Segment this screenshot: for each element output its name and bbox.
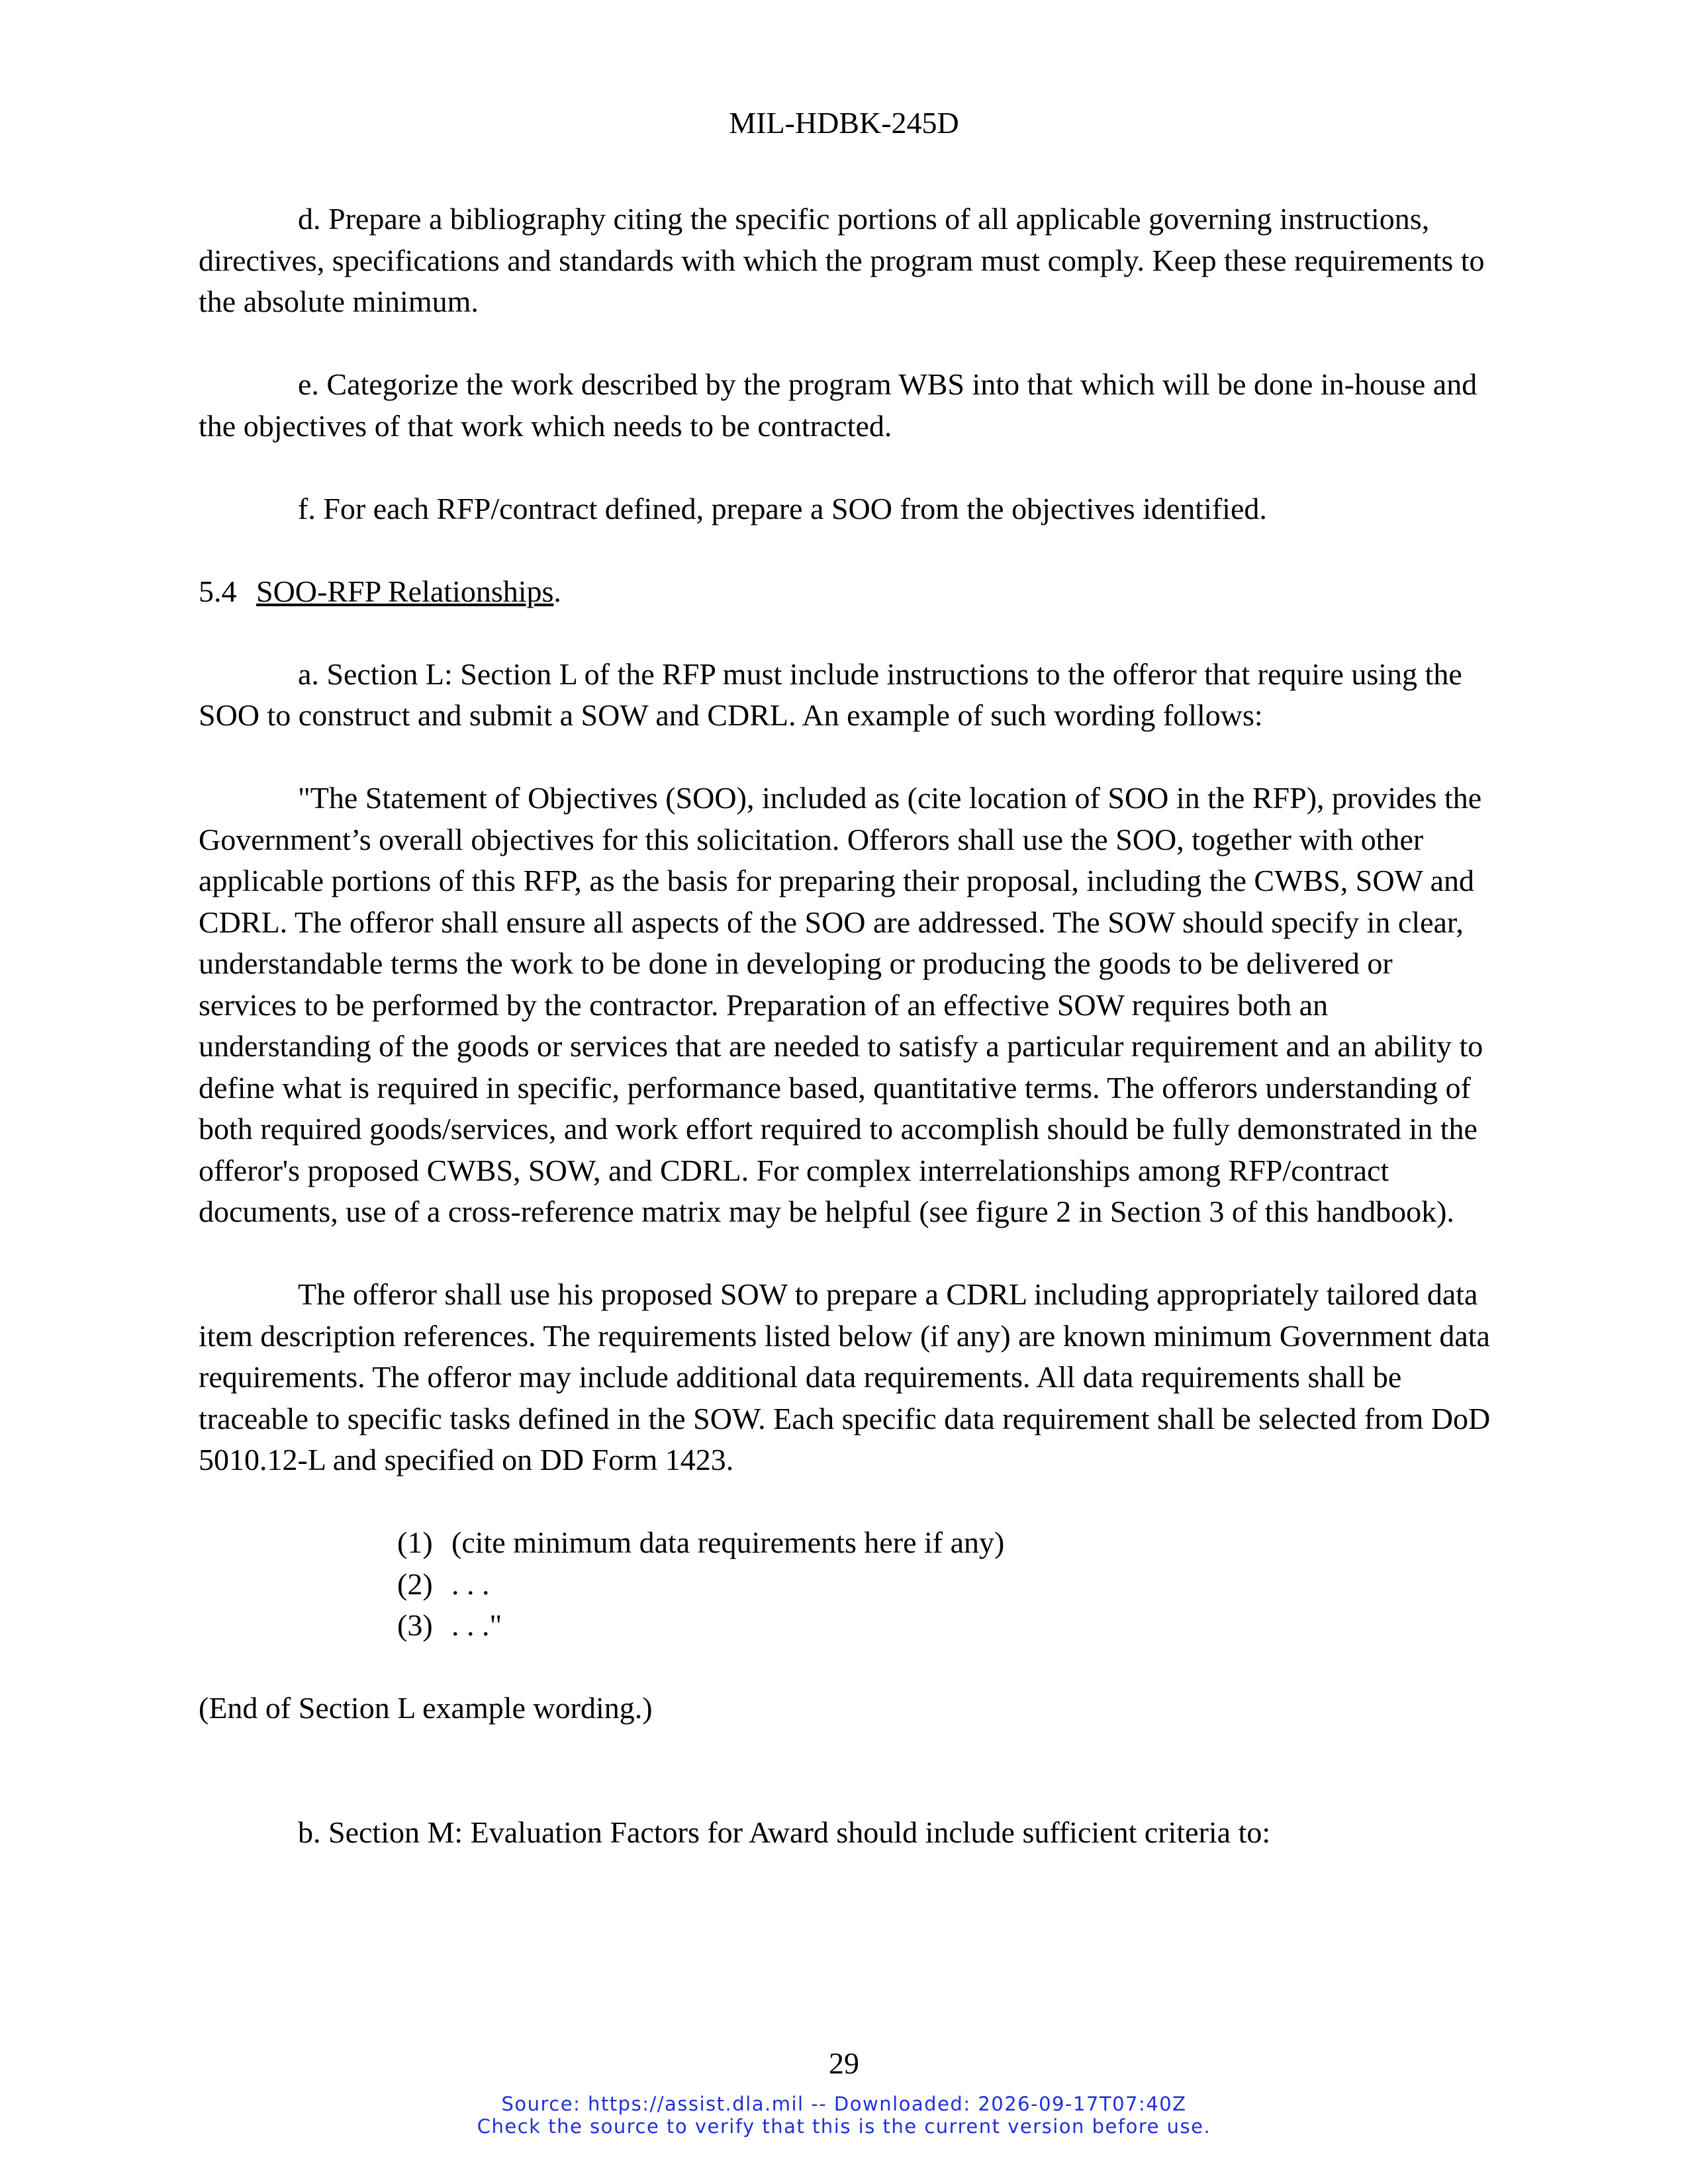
document-body xyxy=(199,199,1496,1895)
paragraph-f: f. For each RFP/contract defined, prepare a SOO from the objectives identified. xyxy=(298,491,1267,525)
data-requirements-list xyxy=(199,1522,1496,1647)
footer-source-line: Source: https://assist.dla.mil -- Downloaded: 2026-09-17T07:40Z xyxy=(501,2093,1187,2115)
section-l-end-note: (End of Section L example wording.) xyxy=(199,1691,653,1725)
list-item-number: (2) xyxy=(397,1567,433,1601)
list-item xyxy=(397,1564,1496,1606)
paragraph-d: d. Prepare a bibliography citing the specific portions of all applicable governing instructions, directives, specifications and standards with which the program must comply. Keep these requirements to the absolute minimum. xyxy=(199,202,1485,318)
paragraph-e: e. Categorize the work described by the program WBS into that which will be done in-house and the objectives of that work which needs to be contracted. xyxy=(199,367,1477,443)
list-item-number: (3) xyxy=(397,1608,433,1642)
list-item xyxy=(397,1522,1496,1564)
section-title: SOO-RFP Relationships xyxy=(256,574,554,608)
page-number: 29 xyxy=(829,2046,859,2080)
document-header: MIL-HDBK-245D xyxy=(729,106,959,140)
section-m-intro: b. Section M: Evaluation Factors for Award should include sufficient criteria to: xyxy=(298,1815,1271,1849)
list-item xyxy=(397,1605,1496,1647)
list-item-text: . . . xyxy=(451,1567,490,1601)
blank-line xyxy=(199,1770,1496,1812)
footer-verify-line: Check the source to verify that this is the current version before use. xyxy=(477,2115,1211,2138)
download-footer xyxy=(0,2093,1688,2138)
section-l-quote-paragraph-1: "The Statement of Objectives (SOO), included as (cite location of SOO in the RFP), provides the Government’s overall objectives for this solicitation. Offerors shall use the SOO, together with other applicable portions of this RFP, as the basis for preparing their proposal, including the CWBS, SOW and CDRL. The offeror shall ensure all aspects of the SOO are addressed. The SOW should specify in clear, understandable terms the work to be done in developing or producing the goods to be delivered or services to be performed by the contractor. Preparation of an effective SOW requires both an understanding of the goods or services that are needed to satisfy a particular requirement and an ability to define what is required in specific, performance based, quantitative terms. The offerors understanding of both required goods/services, and work effort required to accomplish should be fully demonstrated in the offeror's proposed CWBS, SOW, and CDRL. For complex interrelationships among RFP/contract documents, use of a cross-reference matrix may be helpful (see figure 2 in Section 3 of this handbook). xyxy=(199,781,1483,1228)
section-l-intro: a. Section L: Section L of the RFP must include instructions to the offeror that require using the SOO to construct and submit a SOW and CDRL. An example of such wording follows: xyxy=(199,657,1462,732)
section-number: 5.4 xyxy=(199,574,237,608)
list-item-text: . . ." xyxy=(451,1608,502,1642)
section-title-period: . xyxy=(553,574,561,608)
section-l-quote-paragraph-2: The offeror shall use his proposed SOW to prepare a CDRL including appropriately tailored data item description references. The requirements listed below (if any) are known minimum Government data requirements. The offeror may include additional data requirements. All data requirements shall be traceable to specific tasks defined in the SOW. Each specific data requirement shall be selected from DoD 5010.12-L and specified on DD Form 1423. xyxy=(199,1277,1491,1477)
section-heading-5-4 xyxy=(199,571,1496,613)
list-item-number: (1) xyxy=(397,1525,433,1559)
list-item-text: (cite minimum data requirements here if any) xyxy=(451,1525,1005,1559)
